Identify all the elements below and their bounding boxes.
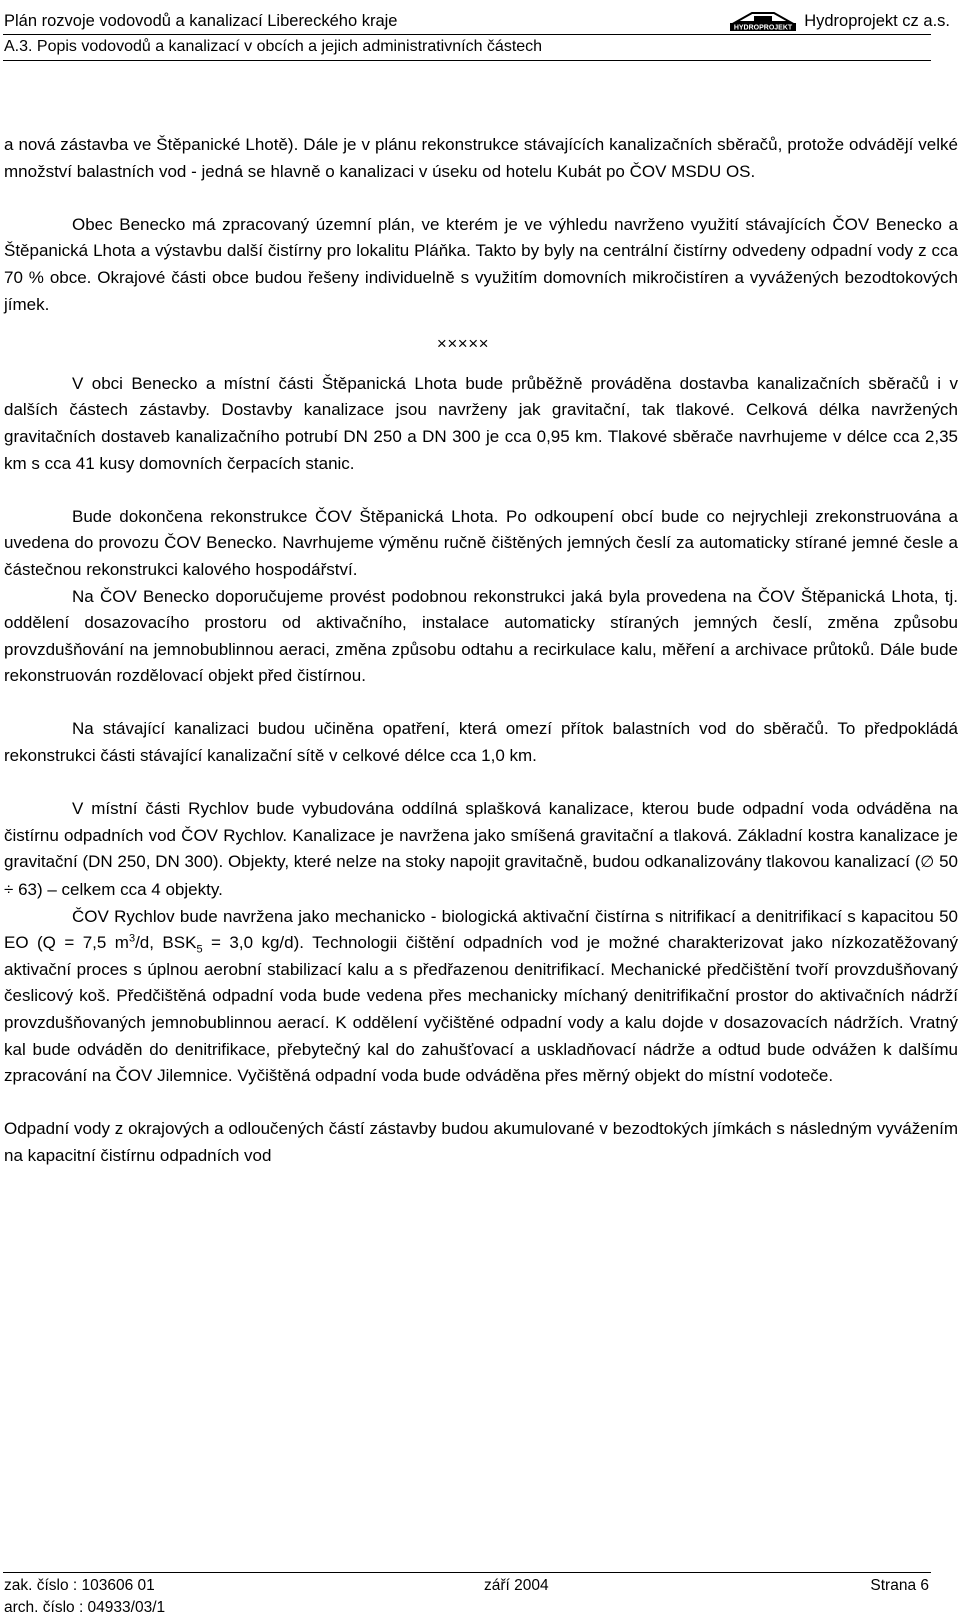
diameter-symbol: ∅ (920, 854, 935, 872)
page-number: Strana 6 (870, 1577, 929, 1594)
footer-divider (3, 1572, 931, 1573)
section-separator: ××××× (436, 334, 490, 354)
company-name: Hydroprojekt cz a.s. (804, 12, 950, 30)
header-divider (3, 34, 931, 35)
header-company (728, 8, 950, 34)
hydroprojekt-logo (728, 10, 798, 32)
archive-number: arch. číslo : 04933/03/1 (4, 1599, 166, 1616)
paragraph-cov-rychlov: ČOV Rychlov bude navržena jako mechanicko - biologická aktivační čistírna s nitrifikací a denitrifikací s kapacitou 50 EO (Q = 7,5 $m^3/d$, $BSK_5 = 3,0$ kg/d). Technologii čištění odpadních vod je možné charakterizovat jako nízkozatěžovaný aktivační proces s úplnou aerobní stabilizací kalu a s předřazenou denitrifikací. Mechanické předčištění tvoří provzdušňovaný česlicový koš. Předčištěná odpadní voda bude vedena přes mechanicky míchaný denitrifikační prostor do aktivačních nádrží provzdušňovaných jemnobublinnou aerací. K oddělení vyčištěné odpadní vody a kalu dojde v dosazovacích nádržích. Vratný kal bude odváděn do denitrifikace, přebytečný kal do zahušťovací a uskladňovací nádrže a odtud bude odvážen k dalšímu zpracování na ČOV Jilemnice. Vyčištěná odpadní voda bude odváděna přes měrný objekt do místní vodoteče. (4, 906, 959, 1086)
paragraph-rychlov-kanalizace: V místní části Rychlov bude vybudována oddílná splašková kanalizace, kterou bude odpadní voda odváděna na čistírnu odpadních vod ČOV Rychlov. Kanalizace je navržena jako smíšená gravitační a tlaková. Základní kostra kanalizace je gravitační (DN 250, DN 300). Objekty, které nelze na stoky napojit gravitačně, budou odkanalizovány tlakovou kanalizací (∅ 50 ÷ 63) – celkem cca 4 objekty. (4, 799, 958, 900)
footer-date: září 2004 (484, 1577, 549, 1594)
paragraph-continuation: a nová zástavba ve Štěpanické Lhotě). Dále je v plánu rekonstrukce stávajících kanalizačních sběračů, protože odvádějí velké množství balastních vod - jedná se hlavně o kanalizaci v úseku od hotelu Kubát po ČOV MSDU OS. (4, 135, 958, 181)
paragraph-uzemni-plan: Obec Benecko má zpracovaný územní plán, ve kterém je ve výhledu navrženo využití stávajících ČOV Benecko a Štěpanická Lhota a výstavbu další čistírny pro lokalitu Pláňka. Takto by byly na centrální čistírny odvedeny odpadní vody z cca 70 % obce. Okrajové části obce budou řešeny individuelně s využitím domovních mikročistíren a vyvážených bezodtokových jímek. (4, 214, 958, 314)
range-symbol: ÷ (4, 880, 14, 900)
paragraph-balastni-vody: Na stávající kanalizaci budou učiněna opatření, která omezí přítok balastních vod do sběračů. To předpokládá rekonstrukci části stávající kanalizační sítě v celkové délce cca 1,0 km. (4, 719, 958, 766)
document-title: Plán rozvoje vodovodů a kanalizací Libereckého kraje (4, 12, 398, 30)
paragraph-rekonstrukce-cov: Bude dokončena rekonstrukce ČOV Štěpanická Lhota. Po odkoupení obcí bude co nejrychleji zrekonstruována a uvedena do provozu ČOV Benecko. Navrhujeme výměnu ručně čištěných jemných česlí za automaticky stírané jemné česle a částečnou rekonstrukci kalového hospodářství. (4, 506, 958, 579)
section-subtitle: A.3. Popis vodovodů a kanalizací v obcích a jejich administrativních částech (4, 38, 543, 55)
paragraph-cov-benecko: Na ČOV Benecko doporučujeme provést podobnou rekonstrukci jaká byla provedena na ČOV Štěpanická Lhota, tj. oddělení dosazovacího prostoru od aktivačního, instalace automaticky stíraných jemných česlí, změna způsobu provzdušňování na jemnobublinnou aeraci, změna způsobu odtahu a recirkulace kalu, měření a archivace průtoků. Dále bude rekonstruován rozdělovací objekt před čistírnou. (4, 586, 958, 686)
svg-text:HYDROPROJEKT: HYDROPROJEKT (734, 24, 793, 32)
document-body (4, 132, 958, 1170)
paragraph-odpadni-vody: Odpadní vody z okrajových a odloučených částí zástavby budou akumulované v bezodtokých jímkách s následným vyvážením na kapacitní čistírnu odpadních vod (4, 1119, 958, 1165)
paragraph-dostavba: V obci Benecko a místní části Štěpanická Lhota bude průběžně prováděna dostavba kanalizačních sběračů i v dalších částech zástavby. Dostavby kanalizace jsou navrženy jak gravitační, tak tlakové. Celková délka navržených gravitačních dostaveb kanalizačního potrubí DN 250 a DN 300 je cca 0,95 km. Tlakové sběrače navrhujeme v délce cca 2,35 km s cca 41 kusy domovních čerpacích stanic. (4, 373, 958, 473)
zakazka-number: zak. číslo : 103606 01 (4, 1577, 155, 1594)
header-divider-bottom (3, 60, 931, 61)
page-header (4, 8, 960, 34)
